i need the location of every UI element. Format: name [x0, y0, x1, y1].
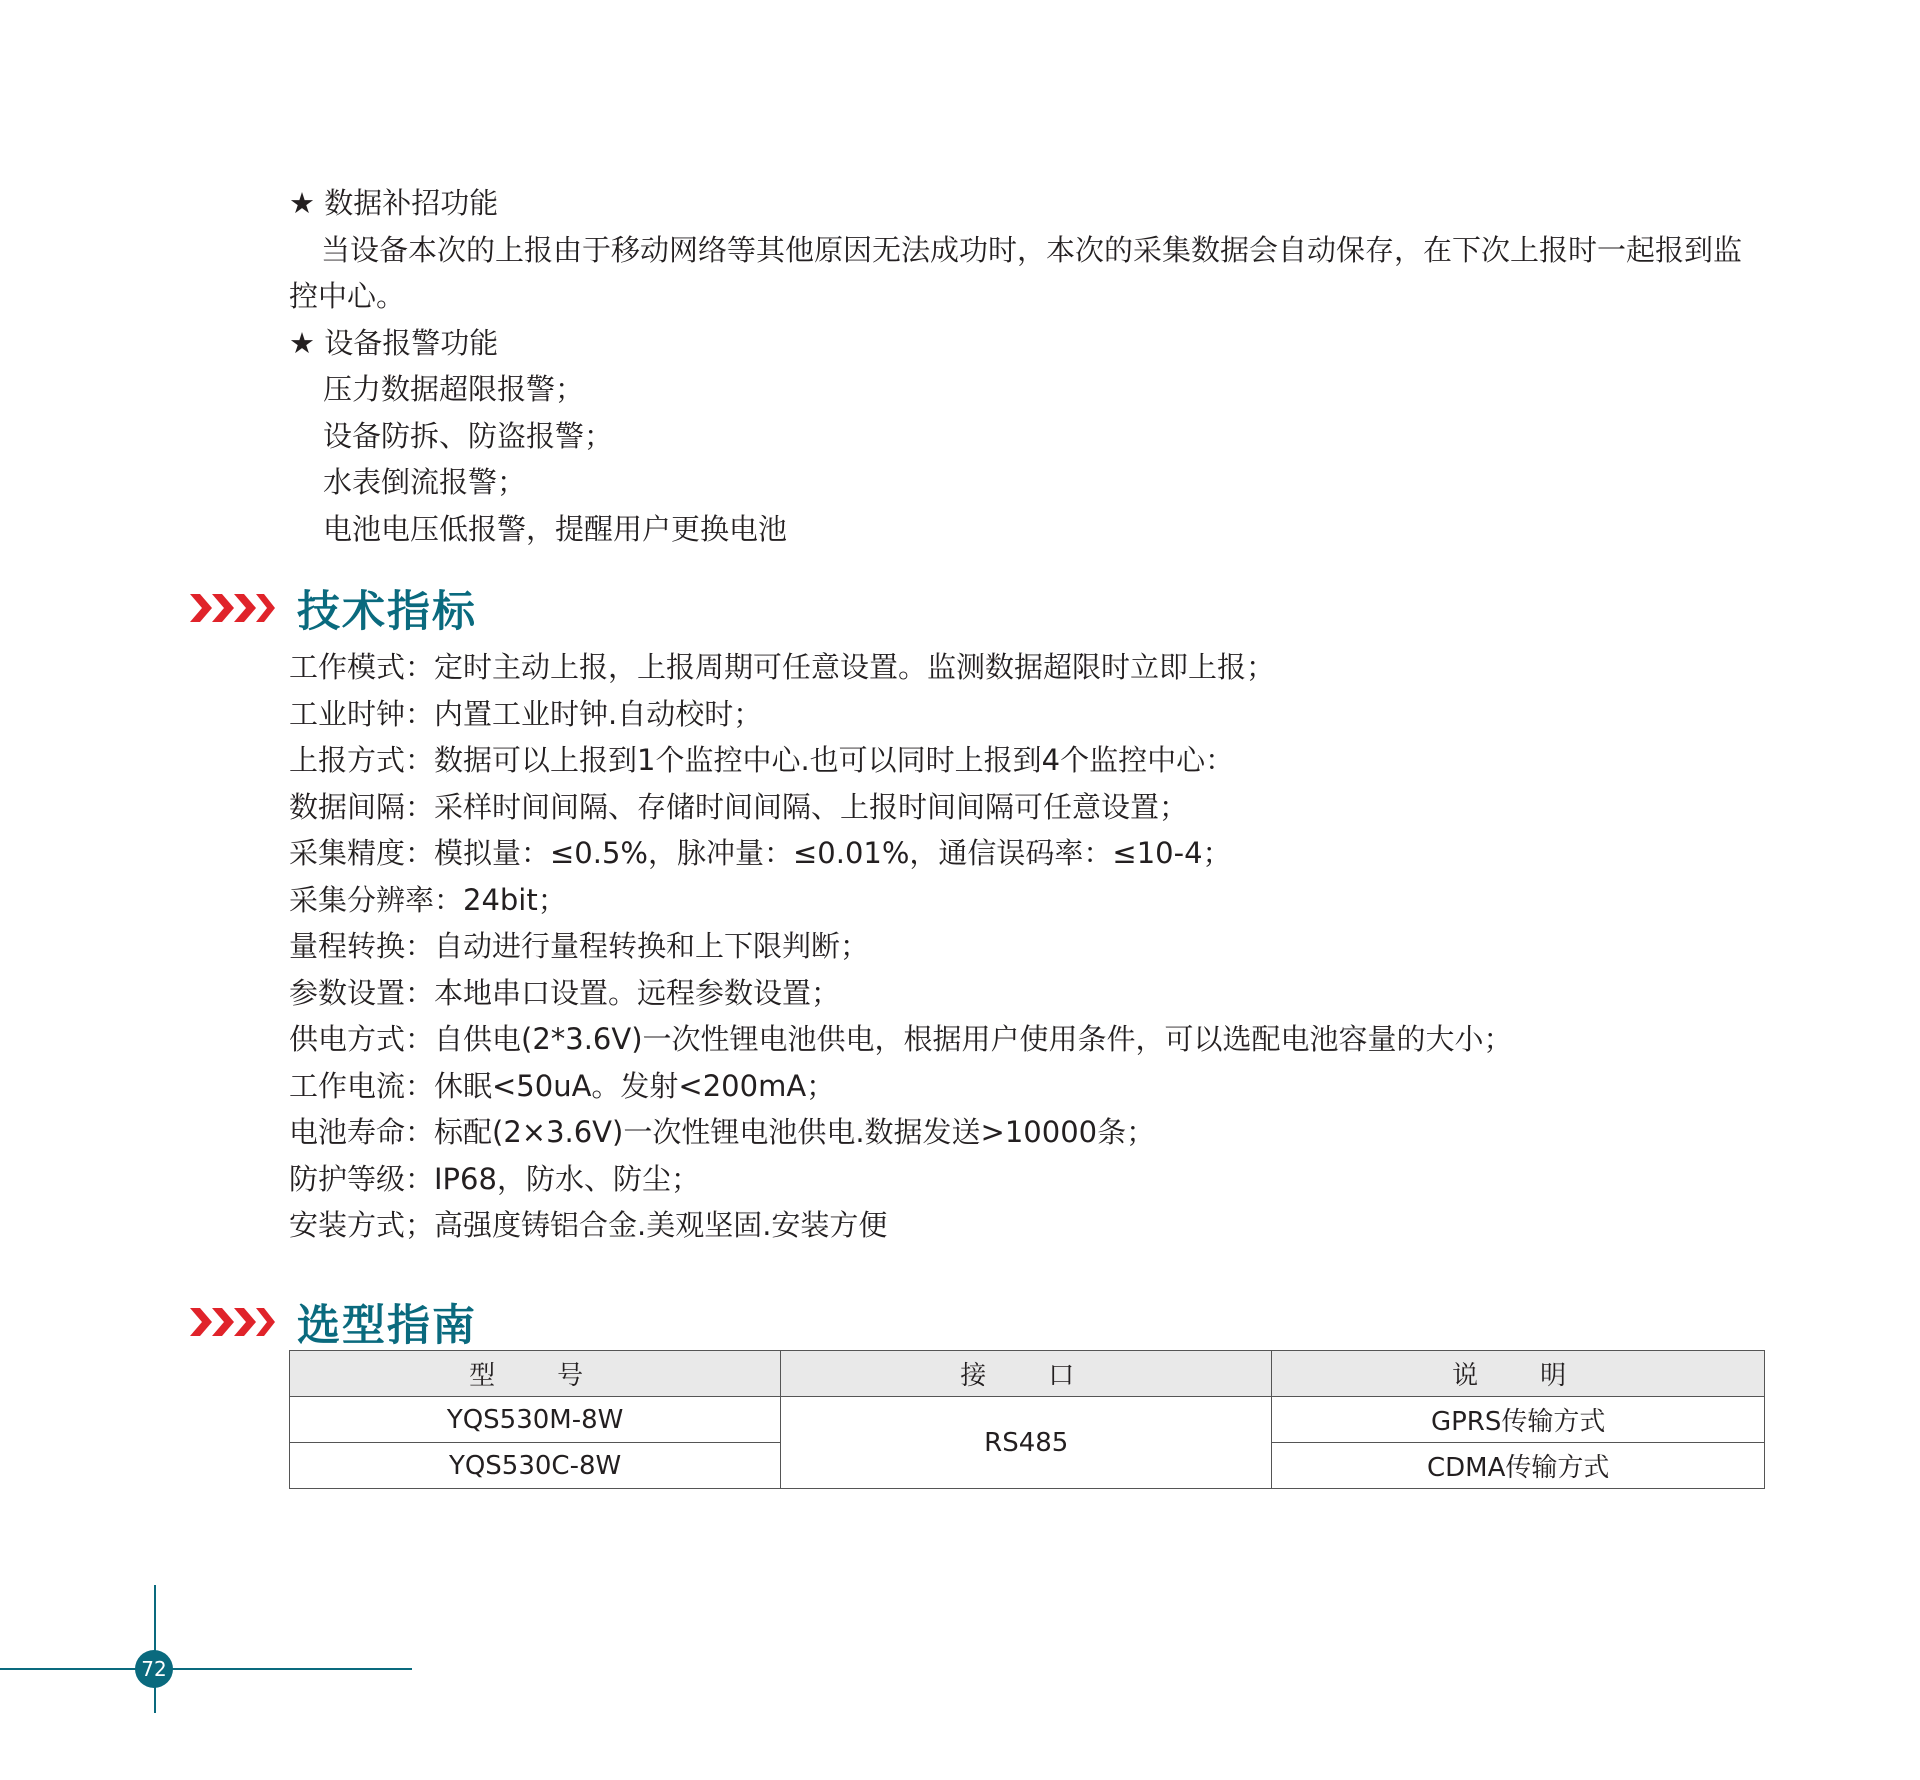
spec-item: 参数设置：本地串口设置。远程参数设置；: [289, 975, 841, 1010]
data-resend-text-line2: 控中心。: [289, 279, 406, 313]
alarm-item: 设备防拆、防盗报警；: [323, 418, 614, 453]
alarm-title: ★ 设备报警功能: [289, 325, 499, 360]
header-interface: 接 口: [781, 1351, 1272, 1397]
cell-description: CDMA传输方式: [1272, 1443, 1765, 1489]
tech-section-title: 技术指标: [297, 586, 477, 637]
cell-model: YQS530C-8W: [290, 1443, 781, 1489]
spec-item: 工业时钟：内置工业时钟.自动校时；: [289, 696, 763, 731]
table-header-row: [290, 1351, 1765, 1397]
header-model: 型 号: [290, 1351, 781, 1397]
spec-item: 上报方式：数据可以上报到1个监控中心.也可以同时上报到4个监控中心：: [289, 743, 1235, 777]
spec-item: 采集分辨率：24bit；: [289, 882, 567, 917]
spec-item: 工作模式：定时主动上报，上报周期可任意设置。监测数据超限时立即上报；: [289, 650, 1276, 684]
alarm-item: 水表倒流报警；: [323, 465, 527, 499]
spec-item: 电池寿命：标配(2×3.6V)一次性锂电池供电.数据发送>10000条；: [289, 1115, 1156, 1149]
header-description: 说 明: [1272, 1351, 1765, 1397]
spec-item: 量程转换：自动进行量程转换和上下限判断；: [289, 929, 870, 963]
cell-model: YQS530M-8W: [290, 1397, 781, 1443]
footer-horizontal-rule: [0, 1668, 412, 1670]
spec-item: 供电方式：自供电(2*3.6V)一次性锂电池供电，根据用户使用条件，可以选配电池容量的大小；: [289, 1022, 1513, 1056]
spec-item: 工作电流：休眠<50uA。发射<200mA；: [289, 1068, 836, 1103]
spec-item: 安装方式；高强度铸铝合金.美观坚固.安装方便: [289, 1208, 888, 1242]
selection-guide-table: [289, 1350, 1765, 1489]
spec-item: 采集精度：模拟量：≤0.5%，脉冲量：≤0.01%，通信误码率：≤10-4；: [289, 836, 1232, 870]
footer-vertical-rule: [154, 1585, 156, 1713]
table-row: [290, 1397, 1765, 1443]
chevron-arrows-icon: [190, 588, 275, 628]
cell-interface: RS485: [781, 1397, 1272, 1489]
spec-item: 防护等级：IP68，防水、防尘；: [289, 1161, 700, 1196]
spec-item: 数据间隔：采样时间间隔、存储时间间隔、上报时间间隔可任意设置；: [289, 789, 1189, 824]
guide-section-header: [190, 1292, 477, 1352]
data-resend-title: ★ 数据补招功能: [289, 186, 499, 220]
page-number: 72: [135, 1650, 173, 1688]
alarm-item: 电池电压低报警，提醒用户更换电池: [323, 511, 788, 546]
alarm-item: 压力数据超限报警；: [323, 372, 585, 406]
tech-section-header: [190, 578, 477, 638]
data-resend-text-line1: 当设备本次的上报由于移动网络等其他原因无法成功时，本次的采集数据会自动保存，在下次上报时一起报到监: [321, 232, 1743, 267]
chevron-arrows-icon: [190, 1302, 275, 1342]
tech-spec-list: [289, 644, 1513, 1249]
cell-description: GPRS传输方式: [1272, 1397, 1765, 1443]
guide-section-title: 选型指南: [297, 1300, 477, 1351]
features-block: [289, 180, 1789, 552]
